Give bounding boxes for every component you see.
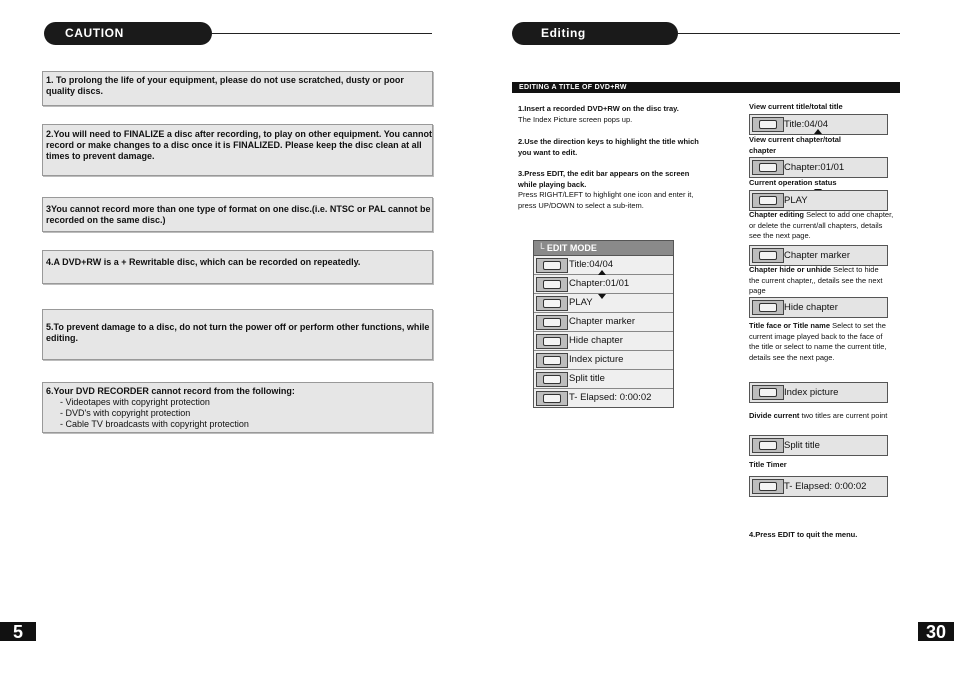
caution-sub-item: - DVD's with copyright protection bbox=[60, 408, 191, 418]
title-box-label: Title:04/04 bbox=[784, 119, 829, 130]
menu-item-chapter[interactable] bbox=[534, 275, 673, 294]
menu-item-label: Chapter marker bbox=[569, 316, 635, 327]
chapter-marker-icon bbox=[536, 315, 568, 330]
hide-box-label: Hide chapter bbox=[784, 302, 838, 313]
split-title-icon bbox=[752, 438, 784, 453]
divide-desc: Divide current two titles are current point bbox=[749, 411, 888, 420]
face-desc: Title face or Title name Select to set the current image played back to the face of the title or select to name the current title, details see the next page. bbox=[749, 321, 887, 362]
caution-item-text: 4.A DVD+RW is a + Rewritable disc, which can be recorded on repeatedly. bbox=[46, 257, 361, 267]
split-box-label: Split title bbox=[784, 440, 820, 451]
step-3 bbox=[518, 169, 703, 211]
chapter-editing-desc: Chapter editing Select to add one chapter, or delete the current/all chapters, details see the next page. bbox=[749, 210, 894, 240]
menu-item-index-picture[interactable] bbox=[534, 351, 673, 370]
step-2-bold: 2.Use the direction keys to highlight the title which you want to edit. bbox=[518, 137, 699, 157]
edit-mode-title: └ EDIT MODE bbox=[534, 241, 673, 256]
chapter-heading: View current chapter/total chapter bbox=[749, 135, 841, 155]
chapter-up-arrow-icon bbox=[598, 270, 606, 275]
status-heading: Current operation status bbox=[749, 178, 837, 187]
caution-item-text: 1. To prolong the life of your equipment, please do not use scratched, dusty or poor quality discs. bbox=[46, 75, 404, 96]
menu-item-chapter-marker[interactable] bbox=[534, 313, 673, 332]
menu-item-label: Split title bbox=[569, 373, 605, 384]
caution-item-text: 3You cannot record more than one type of format on one disc.(i.e. NTSC or PAL cannot be recorded on the same disc.) bbox=[46, 204, 431, 225]
hide-chapter-icon bbox=[536, 334, 568, 349]
timer-icon bbox=[536, 391, 568, 406]
chapter-marker-box bbox=[749, 245, 888, 266]
caution-item-1 bbox=[42, 71, 433, 106]
step-2 bbox=[518, 137, 708, 158]
editing-header bbox=[512, 22, 678, 45]
caution-item-text: 6.Your DVD RECORDER cannot record from the following: bbox=[46, 386, 295, 396]
caution-item-4 bbox=[42, 250, 433, 284]
hide-desc: Chapter hide or unhide Select to hide the current chapter,, details see the next page bbox=[749, 265, 883, 295]
title-up-arrow-icon bbox=[814, 129, 822, 134]
caution-header bbox=[44, 22, 212, 45]
index-box bbox=[749, 382, 888, 403]
index-picture-icon bbox=[752, 385, 784, 400]
menu-item-label: Hide chapter bbox=[569, 335, 623, 346]
step-3-text: Press RIGHT/LEFT to highlight one icon and enter it, press UP/DOWN to select a sub-item. bbox=[518, 190, 694, 210]
menu-item-timer[interactable] bbox=[534, 389, 673, 407]
split-title-icon bbox=[536, 372, 568, 387]
chapter-marker-icon bbox=[752, 248, 784, 263]
menu-item-label: T- Elapsed: 0:00:02 bbox=[569, 392, 652, 403]
caution-item-text: 2.You will need to FINALIZE a disc after recording, to play on other equipment. You cannot record or make changes to a disc once it is FINALIZED. Please keep the disc clean at all times to prevent damage. bbox=[46, 129, 433, 161]
timer-box bbox=[749, 476, 888, 497]
timer-icon bbox=[752, 479, 784, 494]
caution-item-6 bbox=[42, 382, 433, 433]
chapter-frames-icon bbox=[536, 277, 568, 292]
chapter-frames-icon bbox=[752, 160, 784, 175]
step-1 bbox=[518, 104, 713, 125]
section-title: EDITING A TITLE OF DVD+RW bbox=[519, 84, 627, 91]
caution-item-3 bbox=[42, 197, 433, 232]
caution-item-text: 5.To prevent damage to a disc, do not turn the power off or perform other functions, while editing. bbox=[46, 322, 430, 343]
page-number-right: 30 bbox=[918, 622, 954, 641]
title-heading: View current title/total title bbox=[749, 102, 843, 111]
step-3-bold: 3.Press EDIT, the edit bar appears on the screen while playing back. bbox=[518, 169, 690, 189]
caution-sub-item: - Videotapes with copyright protection bbox=[60, 397, 210, 407]
play-disc-icon bbox=[752, 193, 784, 208]
menu-item-label: Index picture bbox=[569, 354, 624, 365]
menu-item-hide-chapter[interactable] bbox=[534, 332, 673, 351]
chapter-marker-box-label: Chapter marker bbox=[784, 250, 850, 261]
editing-header-rule bbox=[678, 33, 900, 34]
timer-heading: Title Timer bbox=[749, 460, 787, 469]
index-picture-icon bbox=[536, 353, 568, 368]
chapter-box bbox=[749, 157, 888, 178]
menu-item-label: PLAY bbox=[569, 297, 593, 308]
menu-item-label: Title:04/04 bbox=[569, 259, 614, 270]
play-box-label: PLAY bbox=[784, 195, 808, 206]
section-title-bar bbox=[512, 82, 900, 93]
menu-item-split-title[interactable] bbox=[534, 370, 673, 389]
timer-box-label: T- Elapsed: 0:00:02 bbox=[784, 481, 867, 492]
edit-mode-title-text: EDIT MODE bbox=[546, 243, 597, 253]
caution-header-label: CAUTION bbox=[65, 26, 124, 40]
chapter-box-label: Chapter:01/01 bbox=[784, 162, 845, 173]
caution-header-rule bbox=[212, 33, 432, 34]
film-frame-icon bbox=[752, 117, 784, 132]
film-frame-icon bbox=[536, 258, 568, 273]
menu-item-label: Chapter:01/01 bbox=[569, 278, 630, 289]
step-1-bold: 1.Insert a recorded DVD+RW on the disc tray. bbox=[518, 104, 679, 113]
page-number-left: 5 bbox=[0, 622, 36, 641]
edit-mode-menu bbox=[533, 240, 674, 408]
quit-step: 4.Press EDIT to quit the menu. bbox=[749, 530, 858, 539]
hide-chapter-icon bbox=[752, 300, 784, 315]
play-box bbox=[749, 190, 888, 211]
caution-item-2 bbox=[42, 124, 433, 176]
caution-sub-item: - Cable TV broadcasts with copyright protection bbox=[60, 419, 249, 429]
editing-header-label: Editing bbox=[541, 26, 586, 40]
hide-box bbox=[749, 297, 888, 318]
chapter-down-arrow-icon bbox=[598, 294, 606, 299]
step-1-text: The Index Picture screen pops up. bbox=[518, 114, 633, 124]
split-box bbox=[749, 435, 888, 456]
play-disc-icon bbox=[536, 296, 568, 311]
caution-item-5 bbox=[42, 309, 433, 360]
index-box-label: Index picture bbox=[784, 387, 839, 398]
